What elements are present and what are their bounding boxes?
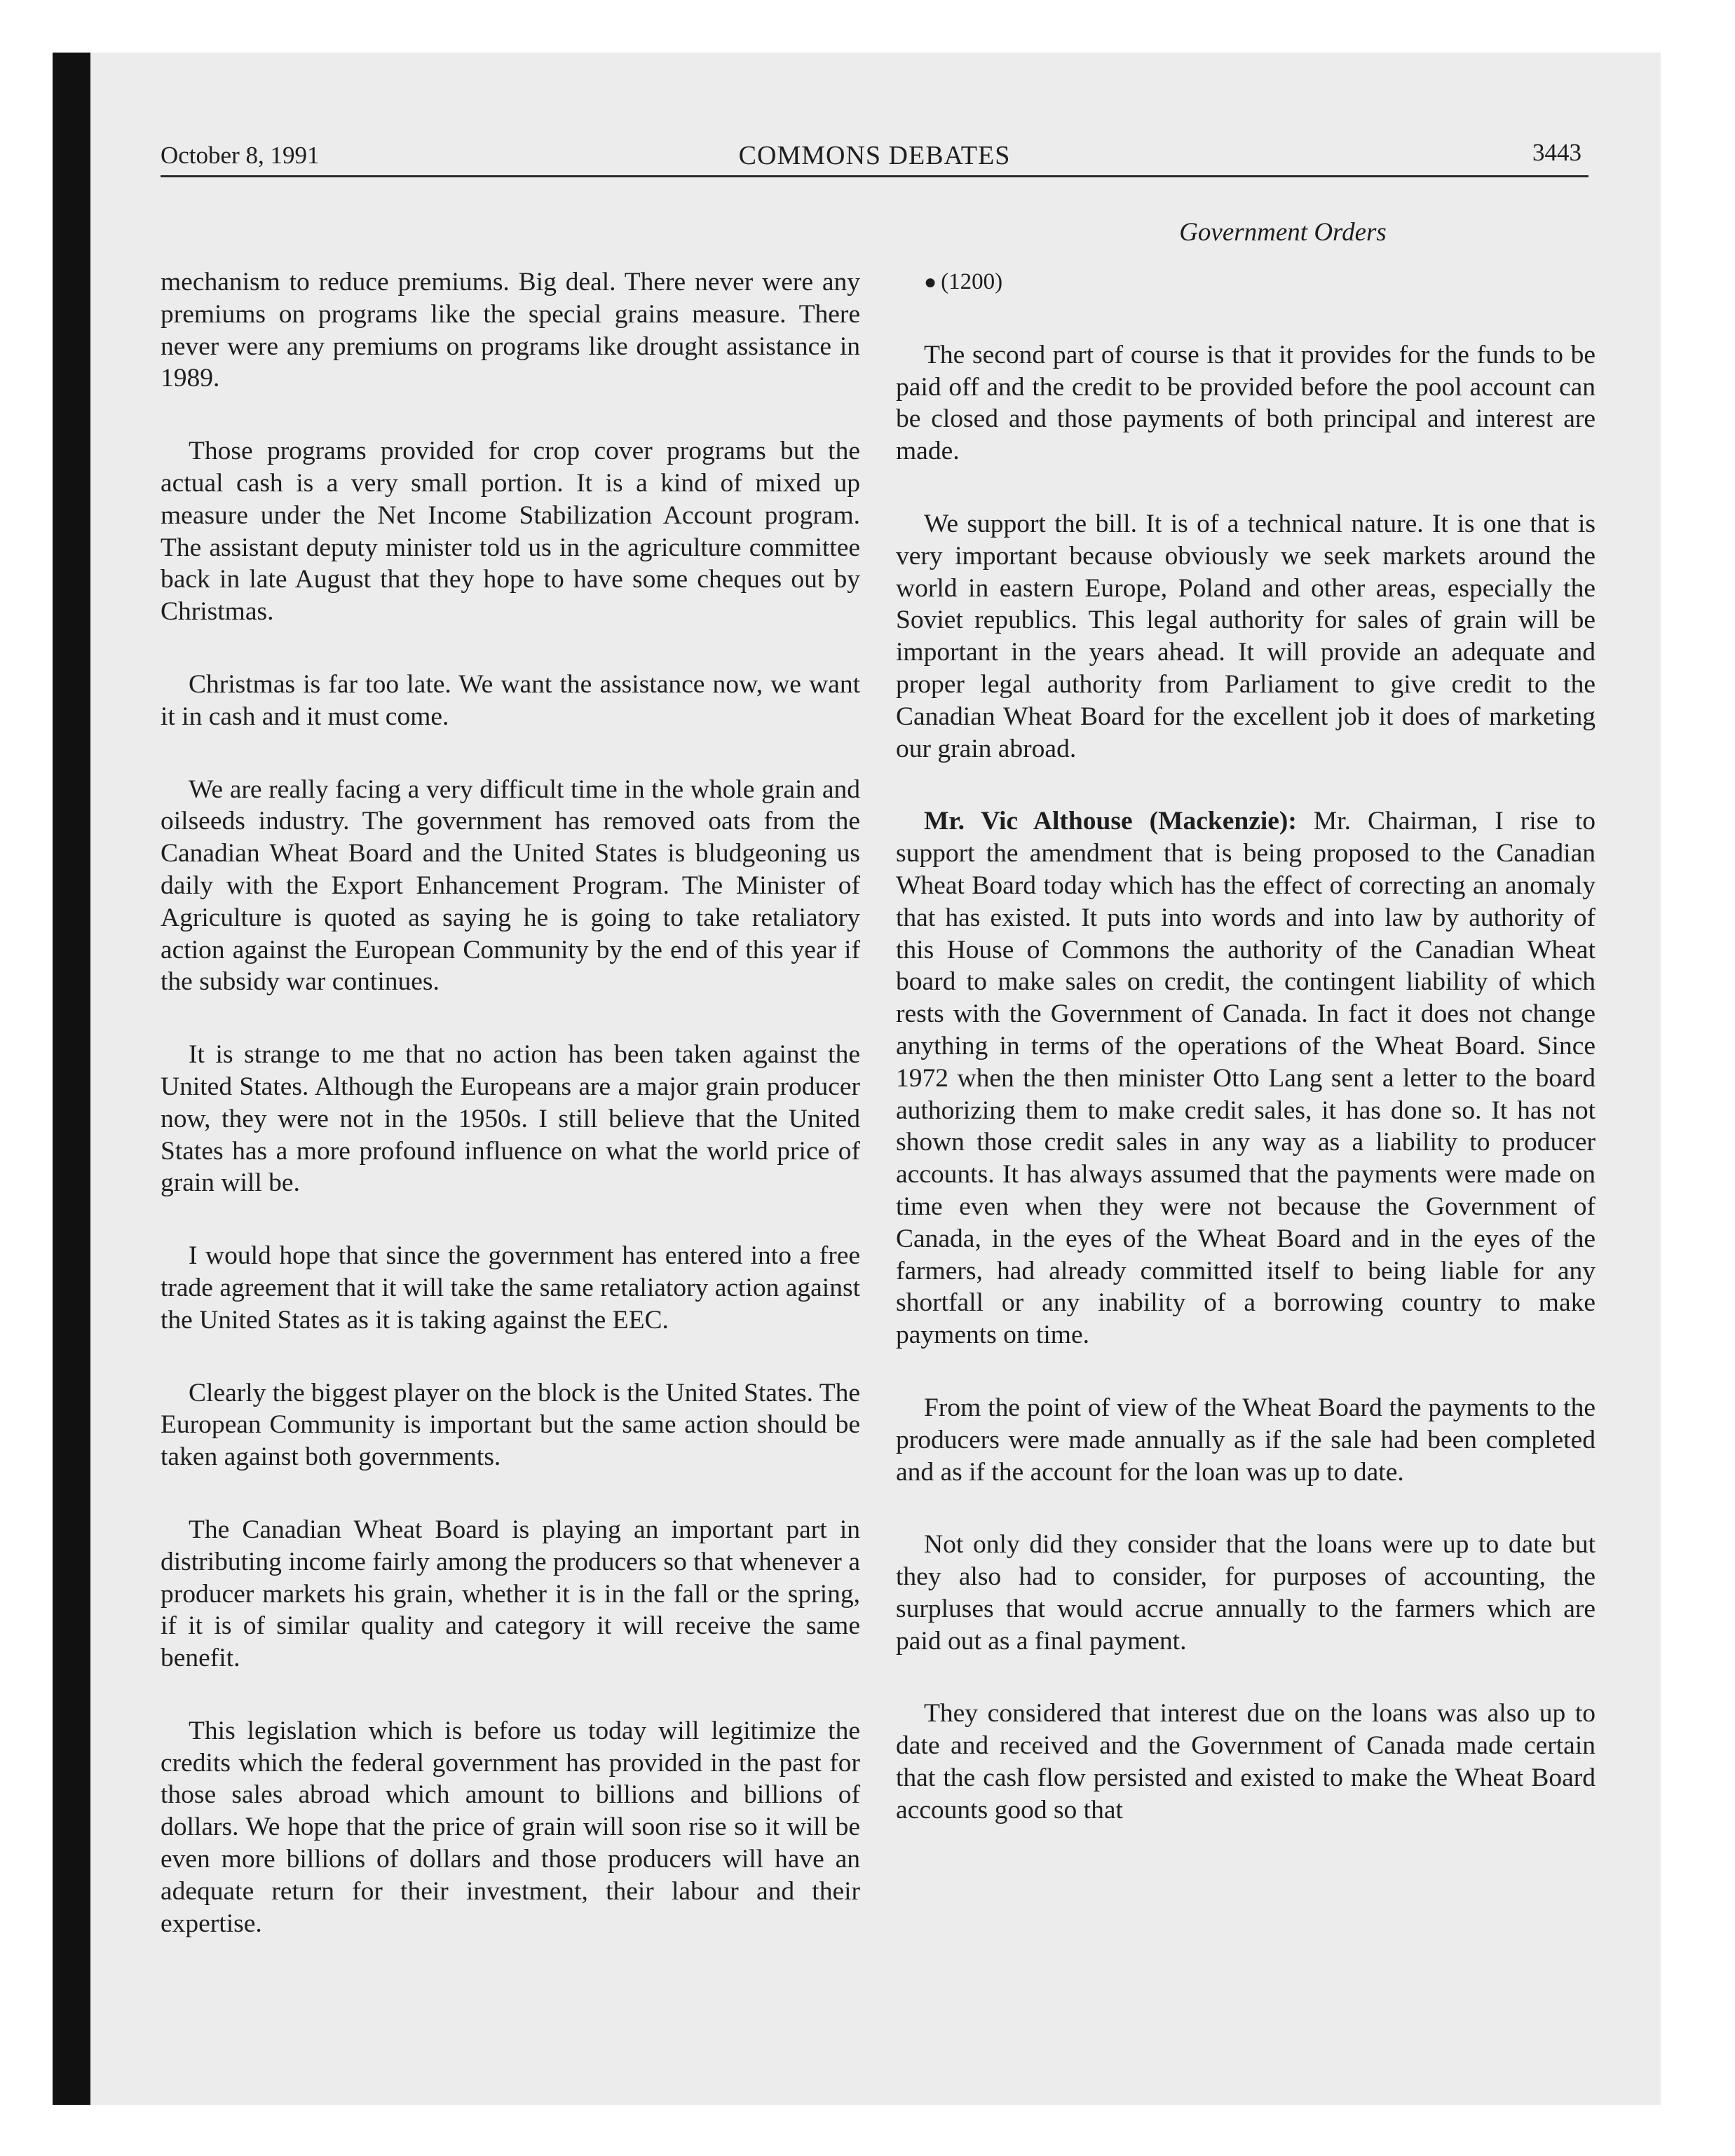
speaker-text: Mr. Chairman, I rise to support the amendment that is being proposed to the Canadian Wheat Board today which has the effect of correcting an anomaly that has existed. It puts into words and into law by authority of this House of Commons the authority of the Canadian Wheat board to make sales on credit, the contingent liability of which rests with the Government of Canada. In fact it does not change anything in terms of the operations of the Wheat Board. Since 1972 when the then minister Otto Lang sent a letter to the board authorizing them to make credit sales, it has done so. It has not shown those credit sales in any way as a liability to producer accounts. It has always assumed that the payments were made on time even when they were not because the Government of Canada, in the eyes of the Wheat Board and in the eyes of the farmers, had already committed itself to being liable for any shortfall or any inability of a borrowing country to make payments on time.: [896, 807, 1596, 1350]
section-label: Government Orders: [1179, 218, 1387, 247]
speaker-paragraph: [896, 805, 1595, 1351]
left-column: [161, 266, 860, 1980]
paragraph: It is strange to me that no action has been taken against the United States. Although the Europeans are a major grain producer now, they were not in the 1950s. I still believe that the United States has a more profound influence on what the world price of grain will be.: [161, 1040, 860, 1198]
paragraph: mechanism to reduce premiums. Big deal. There never were any premiums on programs like the special grains measure. There never were any premiums on programs like drought assistance in 1989.: [161, 268, 860, 393]
paragraph: Those programs provided for crop cover programs but the actual cash is a very small portion. It is a kind of mixed up measure under the Net Income Stabilization Account program. The assistant deputy minister told us in the agriculture committee back in late August that they hope to have some cheques out by Christmas.: [161, 437, 860, 627]
paragraph: We are really facing a very difficult time in the whole grain and oilseeds industry. The government has removed oats from the Canadian Wheat Board and the United States is bludgeoning us daily with the Export Enhancement Program. The Minister of Agriculture is quoted as saying he is going to take retaliatory action against the European Community by the end of this year if the subsidy war continues.: [161, 775, 860, 997]
bullet-icon: ●: [924, 271, 937, 294]
paragraph: This legislation which is before us today will legitimize the credits which the federal government has provided in the past for those sales abroad which amount to billions and billions of dollars. We hope that the price of grain will soon rise so it will be even more billions of dollars and those producers will have an adequate return for their investment, their labour and their expertise.: [161, 1716, 860, 1938]
paragraph: Clearly the biggest player on the block is the United States. The European Community is important but the same action should be taken against both governments.: [161, 1378, 860, 1472]
time-marker-text: (1200): [941, 269, 1003, 294]
paragraph: The Canadian Wheat Board is playing an important part in distributing income fairly among the producers so that whenever a producer markets his grain, whether it is in the fall or the spring, if it is of similar quality and category it will receive the same benefit.: [161, 1515, 860, 1673]
right-column: [896, 266, 1595, 1867]
header-date: October 8, 1991: [161, 142, 320, 169]
running-head: [161, 133, 1588, 177]
paragraph: Not only did they consider that the loans were up to date but they also had to consider, for purposes of accounting, the surpluses that would accrue annually to the farmers which are paid out as a final payment.: [896, 1530, 1595, 1656]
paragraph: We support the bill. It is of a technical nature. It is one that is very important because obviously we seek markets around the world in eastern Europe, Poland and other areas, especially the Soviet republics. This legal authority for sales of grain will be important in the years ahead. It will provide an adequate and proper legal authority from Parliament to give credit to the Canadian Wheat Board for the excellent job it does of marketing our grain abroad.: [896, 509, 1595, 763]
header-page-number: 3443: [1532, 139, 1581, 166]
scan-edge-strip: [53, 53, 90, 2105]
paragraph: I would hope that since the government has entered into a free trade agreement that it will take the same retaliatory action against the United States as it is taking against the EEC.: [161, 1241, 860, 1335]
paragraph: Christmas is far too late. We want the assistance now, we want it in cash and it must come.: [161, 669, 860, 731]
header-title: COMMONS DEBATES: [738, 141, 1011, 170]
paragraph: They considered that interest due on the loans was also up to date and received and the Government of Canada made certain that the cash flow persisted and existed to make the Wheat Board accounts good so that: [896, 1699, 1595, 1824]
paragraph: The second part of course is that it provides for the funds to be paid off and the credit to be provided before the pool account can be closed and those payments of both principal and interest are made.: [896, 340, 1595, 466]
time-marker: [896, 266, 1595, 299]
paragraph: From the point of view of the Wheat Board the payments to the producers were made annually as if the sale had been completed and as if the account for the loan was up to date.: [896, 1393, 1595, 1487]
speaker-name: Mr. Vic Althouse (Mackenzie):: [924, 807, 1297, 836]
